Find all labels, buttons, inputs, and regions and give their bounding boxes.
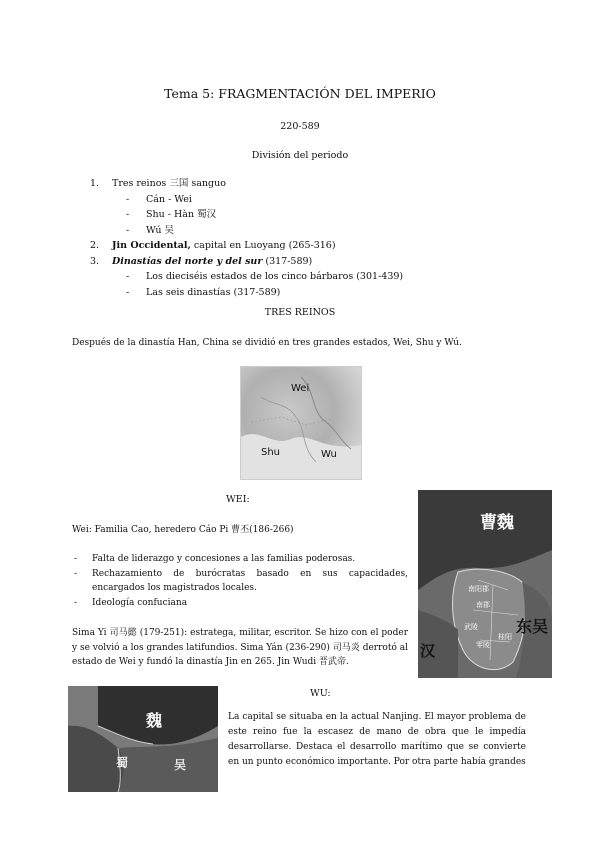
outline-subitem: - Cán - Wei — [126, 193, 192, 205]
outline-subitem: - Los dieciséis estados de los cinco bárbaros (301-439) — [126, 271, 404, 282]
outline-number: 2. — [90, 240, 100, 251]
three-kingdoms-map — [240, 366, 362, 480]
outline-subitem: - Shu - Hàn 蜀汉 — [126, 209, 217, 220]
map-label-shu: 蜀 — [116, 756, 129, 770]
outline-subitem: - Las seis dinastías (317-589) — [126, 286, 281, 298]
list-item: - Rechazamiento de burócratas basado en sus capacidades, encargados los magistrados locales. — [74, 568, 408, 593]
outline-item-3 — [0, 254, 600, 270]
map-label-wu: 吴 — [174, 758, 187, 772]
map-district-label: 南郡 — [476, 601, 490, 609]
outline-subitem: - Wú 吴 — [126, 224, 175, 236]
outline-text: Tres reinos 三国 sanguo — [112, 178, 226, 189]
outline-bold-text: Jin Occidental, — [112, 240, 191, 251]
map-label-cao-wei: 曹魏 — [480, 513, 514, 533]
outline-number: 3. — [90, 255, 100, 267]
tres-reinos-intro: Después de la dinastía Han, China se dividió en tres grandes estados, Wei, Shu y Wú. — [72, 338, 462, 348]
map-regions — [68, 686, 218, 792]
outline-number: 1. — [90, 178, 100, 189]
page-title: Tema 5: FRAGMENTACIÓN DEL IMPERIO — [164, 86, 436, 101]
tres-reinos-heading: TRES REINOS — [264, 307, 336, 318]
list-item: - Ideología confuciana — [74, 597, 188, 608]
period-years: 220-589 — [280, 121, 320, 132]
map-label-dong-wu: 东吴 — [516, 617, 549, 636]
map-label-wei: 魏 — [146, 711, 163, 730]
map-district-label: 武陵 — [464, 623, 478, 631]
cao-wei-map — [418, 490, 552, 678]
map-district-label: 南阳郡 — [468, 585, 489, 593]
map-label-han: 汉 — [420, 642, 436, 660]
wei-bullets — [72, 552, 408, 610]
outline-text: (317-589) — [262, 255, 313, 267]
outline-bold-text: Dinastías del norte y del sur — [112, 255, 263, 267]
outline-item-1 — [0, 176, 600, 192]
outline-text: capital en Luoyang (265-316) — [190, 240, 336, 251]
map-label-wu: Wu — [321, 449, 337, 460]
outline-item-2 — [0, 238, 600, 254]
division-heading: División del periodo — [251, 150, 349, 161]
map-district-label: 零陵 — [476, 641, 490, 649]
wu-paragraph: La capital se situaba en la actual Nanjing. El mayor problema de este reino fue la escasez de mano de obra que le impedía desarrollarse. Destaca el desarrollo marítimo que se convierte en un punto económico importante. Por otra parte había grandes — [228, 712, 526, 767]
map-district-label: 桂阳 — [498, 633, 512, 641]
period-outline — [0, 176, 600, 300]
map-label-wei: Wei — [291, 383, 310, 394]
wei-heading: WEI: — [226, 494, 250, 505]
wei-family: Wei: Familia Cao, heredero Cáo Pi 曹丕(186-266) — [72, 525, 294, 535]
sima-paragraph: Sima Yi 司马懿 (179-251): estratega, militar, escritor. Se hizo con el poder y se volvió a los grandes latifundios. Sima Yán (236-290) 司马炎 derrotó al estado de Wei y fundó la dinastía Jin en 265. Jin Wudi 晋武帝. — [72, 628, 408, 667]
three-kingdoms-dark-map — [68, 686, 218, 792]
wu-heading: WU: — [310, 688, 331, 699]
map-label-shu: Shu — [261, 447, 281, 458]
list-item: - Falta de liderazgo y concesiones a las familias poderosas. — [74, 554, 356, 564]
